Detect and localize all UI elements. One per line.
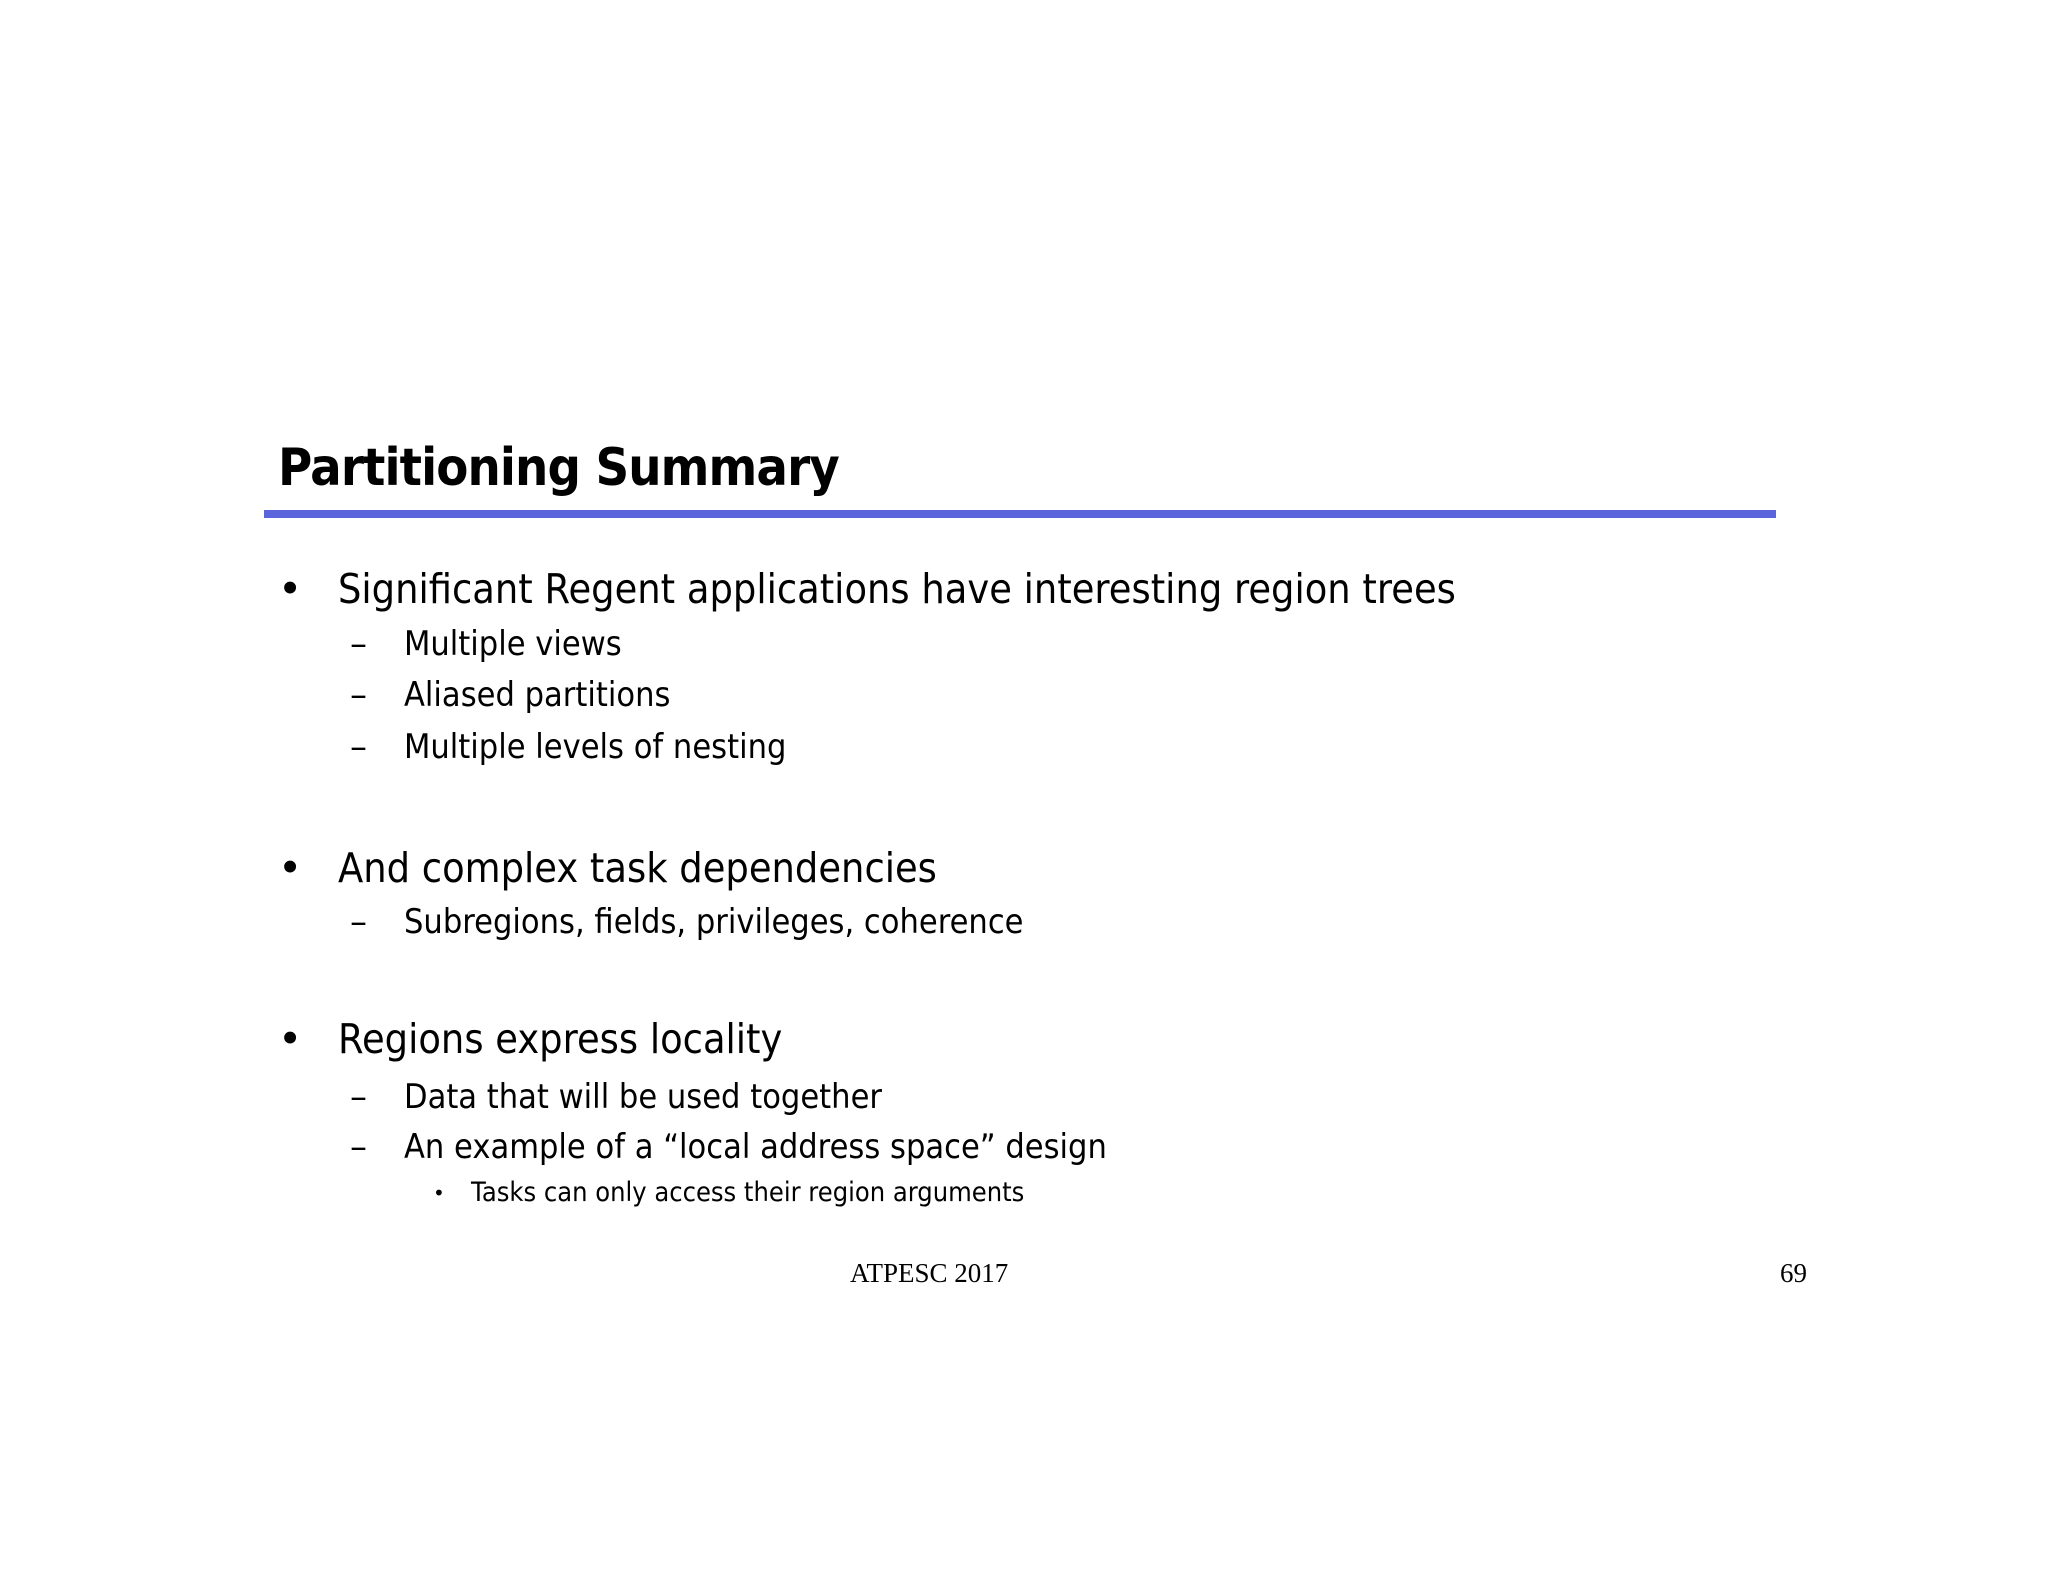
- dash-marker-icon: –: [350, 727, 367, 767]
- bullet-text: And complex task dependencies: [338, 844, 937, 892]
- sub-bullet-item: [350, 1077, 935, 1117]
- title-underline-rule: [264, 510, 1776, 518]
- bullet-marker-icon: •: [278, 1015, 303, 1063]
- sub-bullet-text: Multiple levels of nesting: [404, 727, 787, 767]
- sub-bullet-text: Subregions, fields, privileges, coherence: [404, 902, 1024, 942]
- bullet-item: [278, 1015, 832, 1063]
- small-bullet-marker-icon: •: [433, 1181, 445, 1205]
- sub-bullet-item: [350, 624, 646, 664]
- bullet-text: Significant Regent applications have interesting region trees: [338, 565, 1456, 613]
- slide-title: Partitioning Summary: [278, 438, 839, 498]
- footer-text: ATPESC 2017: [850, 1258, 1009, 1288]
- sub-bullet-item: [350, 675, 700, 715]
- sub-bullet-text: Aliased partitions: [404, 675, 671, 715]
- sub-bullet-item: [350, 727, 829, 767]
- sub-bullet-text: An example of a “local address space” design: [404, 1127, 1107, 1167]
- sub-bullet-item: [350, 902, 1092, 942]
- dash-marker-icon: –: [350, 624, 367, 664]
- dash-marker-icon: –: [350, 1127, 367, 1167]
- sub-bullet-text: Data that will be used together: [404, 1077, 882, 1117]
- bullet-marker-icon: •: [278, 565, 303, 613]
- sub-sub-bullet-text: Tasks can only access their region arguments: [471, 1177, 1025, 1208]
- page-number: 69: [1780, 1258, 1807, 1288]
- sub-sub-bullet-item: [433, 1177, 1086, 1208]
- sub-bullet-item: [350, 1127, 1185, 1167]
- bullet-marker-icon: •: [278, 844, 303, 892]
- dash-marker-icon: –: [350, 1077, 367, 1117]
- bullet-item: [278, 565, 1580, 613]
- sub-bullet-text: Multiple views: [404, 624, 622, 664]
- dash-marker-icon: –: [350, 675, 367, 715]
- bullet-text: Regions express locality: [338, 1015, 783, 1063]
- bullet-item: [278, 844, 1003, 892]
- dash-marker-icon: –: [350, 902, 367, 942]
